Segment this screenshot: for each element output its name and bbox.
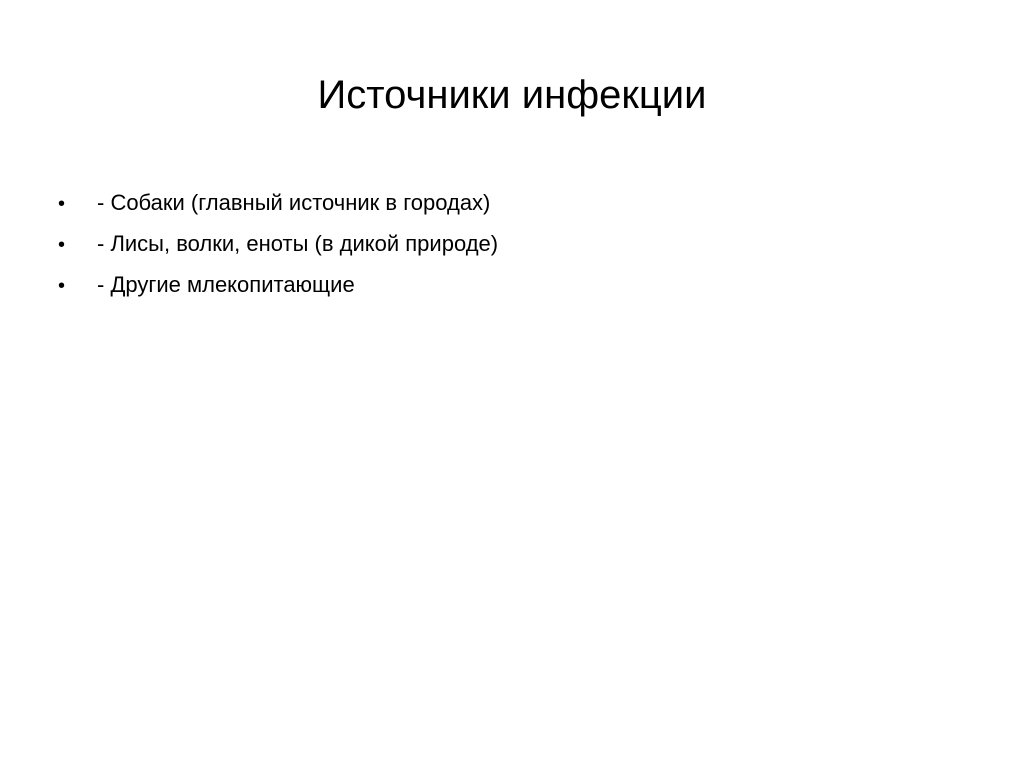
bullet-marker: • — [58, 193, 66, 215]
bullet-text: - Лисы, волки, еноты (в дикой природе) — [97, 231, 499, 256]
bullet-text: - Другие млекопитающие — [97, 272, 355, 297]
bullet-marker: • — [58, 234, 66, 256]
bullet-marker: • — [58, 275, 66, 297]
list-item — [58, 264, 958, 305]
slide-title: Источники инфекции — [317, 73, 707, 117]
list-item — [58, 223, 958, 264]
bullet-list — [58, 182, 958, 305]
list-item — [58, 182, 958, 223]
bullet-text: - Собаки (главный источник в городах) — [97, 190, 491, 215]
